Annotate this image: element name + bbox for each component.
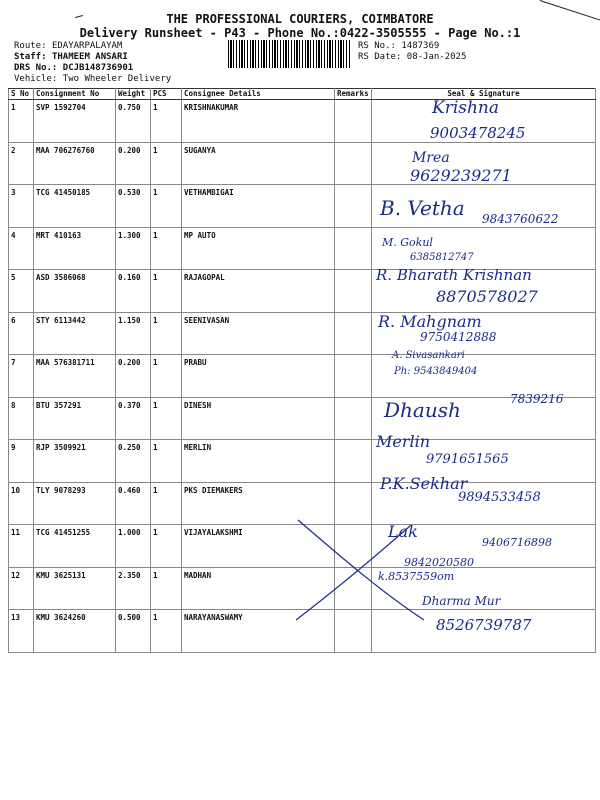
phone-10: 9894533458 <box>458 490 541 505</box>
signature-12: k.8537559om <box>378 570 455 583</box>
vehicle-value: Two Wheeler Delivery <box>62 74 172 84</box>
rs-no-value: 1487369 <box>401 41 440 51</box>
signature-5: R. Bharath Krishnan <box>376 266 532 284</box>
weight-cell: 0.500 <box>116 610 151 653</box>
signature-10: P.K.Sekhar <box>380 474 468 493</box>
vehicle-label: Vehicle: <box>14 74 58 84</box>
consignment-cell: STY 6113442 <box>34 312 116 355</box>
signature-8: Dhaush <box>384 398 461 422</box>
table-row <box>9 312 596 355</box>
consignee-cell: KRISHNAKUMAR <box>182 100 335 143</box>
weight-cell: 0.370 <box>116 397 151 440</box>
col-header-signature: Seal & Signature <box>372 89 596 100</box>
cross-out-mark <box>290 516 430 626</box>
sno-cell: 9 <box>9 440 34 483</box>
phone-12: 9842020580 <box>404 556 474 569</box>
consignee-cell: VETHAMBIGAI <box>182 185 335 228</box>
col-header-remarks: Remarks <box>335 89 372 100</box>
weight-cell: 0.160 <box>116 270 151 313</box>
consignment-cell: TCG 41450185 <box>34 185 116 228</box>
consignment-cell: TCG 41451255 <box>34 525 116 568</box>
table-header-row <box>9 89 596 100</box>
signature-3: B. Vetha <box>380 196 465 220</box>
remarks-cell <box>335 227 372 270</box>
sno-cell: 8 <box>9 397 34 440</box>
phone-3: 9843760622 <box>482 212 559 226</box>
signature-6: R. Mahgnam <box>378 312 482 331</box>
phone-13: 8526739787 <box>436 616 532 634</box>
route-line <box>14 41 122 51</box>
staff-label: Staff: <box>14 52 47 62</box>
table-row <box>9 397 596 440</box>
pcs-cell: 1 <box>151 185 182 228</box>
rs-date-value: 08-Jan-2025 <box>406 52 467 62</box>
pcs-cell: 1 <box>151 397 182 440</box>
sno-cell: 11 <box>9 525 34 568</box>
pcs-cell: 1 <box>151 227 182 270</box>
staff-value: THAMEEM ANSARI <box>51 52 128 62</box>
pcs-cell: 1 <box>151 312 182 355</box>
col-header-consignment: Consignment No <box>34 89 116 100</box>
consignment-cell: KMU 3625131 <box>34 567 116 610</box>
col-header-pcs: PCS <box>151 89 182 100</box>
col-header-sno: S No <box>9 89 34 100</box>
consignee-cell: MADHAN <box>182 567 335 610</box>
pcs-cell: 1 <box>151 142 182 185</box>
drs-line <box>14 63 133 73</box>
weight-cell: 1.150 <box>116 312 151 355</box>
sno-cell: 13 <box>9 610 34 653</box>
signature-9: Merlin <box>376 432 431 451</box>
pcs-cell: 1 <box>151 482 182 525</box>
remarks-cell <box>335 312 372 355</box>
sno-cell: 4 <box>9 227 34 270</box>
phone-6: 9750412888 <box>420 330 497 344</box>
sno-cell: 2 <box>9 142 34 185</box>
company-title: THE PROFESSIONAL COURIERS, COIMBATORE <box>166 12 434 26</box>
weight-cell: 0.750 <box>116 100 151 143</box>
sno-cell: 7 <box>9 355 34 398</box>
remarks-cell <box>335 100 372 143</box>
consignment-cell: RJP 3509921 <box>34 440 116 483</box>
pcs-cell: 1 <box>151 440 182 483</box>
consignee-cell: PKS DIEMAKERS <box>182 482 335 525</box>
phone-9: 9791651565 <box>426 452 509 467</box>
consignee-cell: VIJAYALAKSHMI <box>182 525 335 568</box>
rs-date-line <box>358 52 466 62</box>
consignee-cell: DINESH <box>182 397 335 440</box>
runsheet-subtitle: Delivery Runsheet - P43 - Phone No.:0422-3505555 - Page No.:1 <box>79 26 521 40</box>
pcs-cell: 1 <box>151 100 182 143</box>
phone-1: 9003478245 <box>430 124 526 142</box>
table-row <box>9 227 596 270</box>
route-label: Route: <box>14 41 47 51</box>
pcs-cell: 1 <box>151 355 182 398</box>
phone-4: 6385812747 <box>410 252 474 263</box>
weight-cell: 0.530 <box>116 185 151 228</box>
signature-4: M. Gokul <box>382 236 433 249</box>
weight-cell: 1.000 <box>116 525 151 568</box>
phone-8: 7839216 <box>510 392 564 406</box>
remarks-cell <box>335 355 372 398</box>
weight-cell: 0.200 <box>116 142 151 185</box>
consignment-cell: MRT 410163 <box>34 227 116 270</box>
consignment-cell: MAA 706276760 <box>34 142 116 185</box>
pcs-cell: 1 <box>151 525 182 568</box>
staff-line <box>14 52 128 62</box>
signature-7: A. Sivasankari <box>392 350 465 361</box>
route-value: EDAYARPALAYAM <box>51 41 123 51</box>
phone-5: 8870578027 <box>436 287 538 306</box>
pcs-cell: 1 <box>151 567 182 610</box>
consignment-cell: TLY 9078293 <box>34 482 116 525</box>
sno-cell: 5 <box>9 270 34 313</box>
phone-11: 9406716898 <box>482 536 552 549</box>
table-row <box>9 355 596 398</box>
weight-cell: 0.250 <box>116 440 151 483</box>
consignee-cell: SUGANYA <box>182 142 335 185</box>
weight-cell: 1.300 <box>116 227 151 270</box>
rs-no-line <box>358 41 439 51</box>
weight-cell: 0.200 <box>116 355 151 398</box>
consignee-cell: MP AUTO <box>182 227 335 270</box>
phone-2: 9629239271 <box>410 166 512 185</box>
consignee-cell: SEENIVASAN <box>182 312 335 355</box>
weight-cell: 0.460 <box>116 482 151 525</box>
col-header-weight: Weight <box>116 89 151 100</box>
consignment-cell: BTU 357291 <box>34 397 116 440</box>
signature-1: Krishna <box>432 98 500 118</box>
remarks-cell <box>335 185 372 228</box>
remarks-cell <box>335 142 372 185</box>
sno-cell: 10 <box>9 482 34 525</box>
remarks-cell <box>335 270 372 313</box>
consignment-cell: MAA 576381711 <box>34 355 116 398</box>
vehicle-line <box>14 74 171 84</box>
consignment-cell: SVP 1592704 <box>34 100 116 143</box>
sno-cell: 3 <box>9 185 34 228</box>
signature-2: Mrea <box>412 150 450 166</box>
sno-cell: 6 <box>9 312 34 355</box>
sno-cell: 1 <box>9 100 34 143</box>
remarks-cell <box>335 440 372 483</box>
consignee-cell: NARAYANASWAMY <box>182 610 335 653</box>
remarks-cell <box>335 397 372 440</box>
sno-cell: 12 <box>9 567 34 610</box>
barcode <box>228 40 350 68</box>
consignee-cell: MERLIN <box>182 440 335 483</box>
consignment-cell: KMU 3624260 <box>34 610 116 653</box>
pcs-cell: 1 <box>151 610 182 653</box>
pcs-cell: 1 <box>151 270 182 313</box>
drs-value: DCJB148736901 <box>62 63 134 73</box>
signature-11: Lak <box>388 522 418 541</box>
rs-date-label: RS Date: <box>358 52 402 62</box>
consignee-cell: PRABU <box>182 355 335 398</box>
phone-7: Ph: 9543849404 <box>394 366 478 377</box>
consignee-cell: RAJAGOPAL <box>182 270 335 313</box>
rs-no-label: RS No.: <box>358 41 396 51</box>
col-header-consignee: Consignee Details <box>182 89 335 100</box>
drs-label: DRS No.: <box>14 63 58 73</box>
signature-13: Dharma Mur <box>422 594 501 608</box>
consignment-cell: ASD 3586068 <box>34 270 116 313</box>
weight-cell: 2.350 <box>116 567 151 610</box>
